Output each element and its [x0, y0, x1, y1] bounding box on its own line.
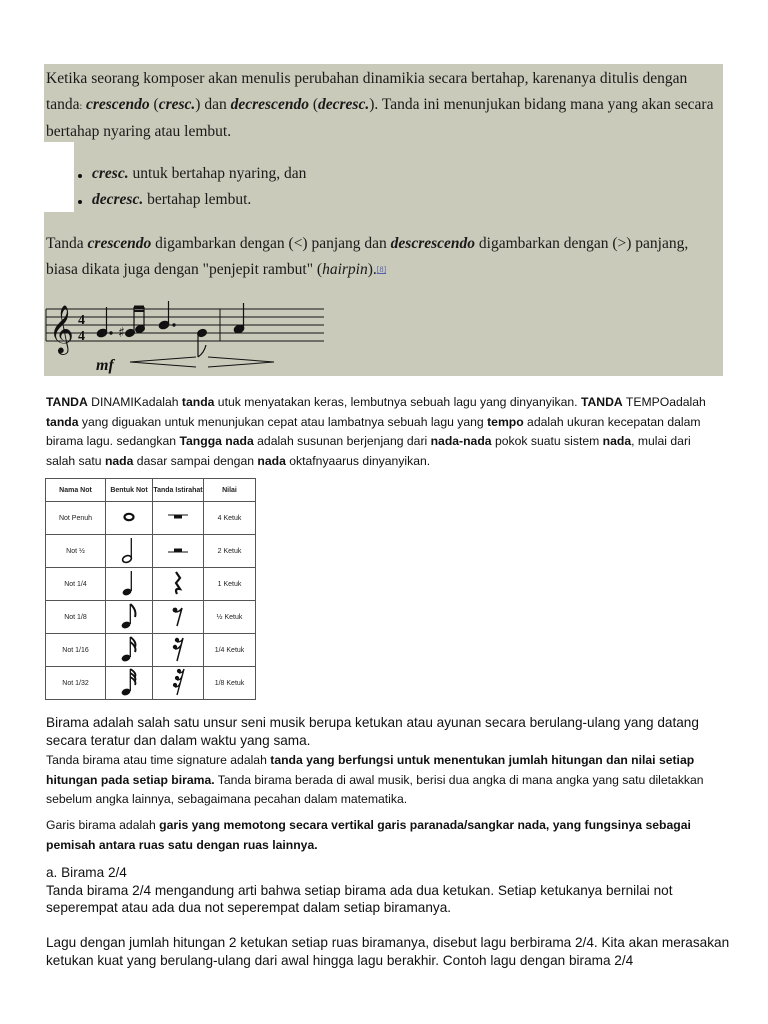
text-segment: digambarkan dengan (<) panjang dan [151, 235, 391, 252]
note-name: Not Penuh [46, 502, 106, 535]
section-heading: a. Birama 2/4 [46, 865, 127, 880]
paren-open: ( [308, 96, 318, 113]
intro-post-text: Tanda ini menunjukan bidang mana yang akan secara bertahap nyaring atau lembut. [46, 96, 714, 140]
rest-cell [153, 667, 204, 700]
note-value: 2 Ketuk [204, 535, 256, 568]
text-segment: pokok suatu sistem [491, 434, 603, 448]
note-value: 1 Ketuk [204, 568, 256, 601]
eighth-rest-icon [168, 603, 188, 629]
term-decresc: decresc. [318, 96, 370, 113]
table-row [46, 568, 256, 601]
term-crescendo: crescendo [87, 235, 152, 252]
bold-text: tanda yang berfungsi untuk menentukan jumlah hitungan dan nilai setiap hitungan pada setiap birama. [46, 753, 695, 787]
bold-word: tanda [181, 395, 215, 409]
note-value: ½ Ketuk [204, 601, 256, 634]
note-shape-cell [106, 634, 153, 667]
highlight-gap [44, 142, 74, 212]
note-values-table [45, 478, 256, 700]
bold-word: nada [257, 453, 286, 468]
bullet-text: bertahap lembut. [143, 191, 252, 208]
table-row [46, 667, 256, 700]
term-decrescendo: decrescendo [230, 96, 309, 113]
table-row [46, 535, 256, 568]
note-shape-cell [106, 601, 153, 634]
rest-cell [153, 568, 204, 601]
bold-word: nada [104, 453, 134, 468]
half-note-icon [119, 535, 139, 565]
bar-line-paragraph [46, 816, 736, 855]
bold-word: tanda [46, 414, 79, 429]
note-name: Not ½ [46, 535, 106, 568]
bold-word: TANDA [580, 395, 623, 409]
whole-note-icon [119, 507, 139, 527]
dynamics-intro-paragraph [46, 66, 718, 145]
table-header: Nilai [204, 479, 256, 502]
paren-close: ) [195, 96, 201, 113]
text-segment: digambarkan dengan (>) panjang, biasa dikata juga dengan "penjepit rambut" ( [46, 235, 689, 278]
note-name: Not 1/4 [46, 568, 106, 601]
birama-2-4-example-paragraph: Lagu dengan jumlah hitungan 2 ketukan setiap ruas biramanya, disebut lagu berbirama 2/4. Kita akan merasakan ketukan kuat yang berulang-ulang dari awal hingga lagu berakhir. Contoh lagu dengan birama 2/4 [46, 935, 730, 968]
text-segment: utuk menyatakan keras, lembutnya sebuah lagu yang dinyanyikan. [214, 395, 581, 409]
note-name: Not 1/8 [46, 601, 106, 634]
bold-text: garis yang memotong secara vertikal garis paranada/sangkar nada, yang fungsinya sebagai pemisah antara ruas satu dengan ruas lainnya. [46, 818, 691, 852]
sixteenth-rest-icon [168, 635, 188, 663]
dynamics-bullet-list [78, 161, 306, 213]
table-row [46, 601, 256, 634]
intro-text: Ketika seorang komposer akan menulis perubahan dinamikia secara bertahap, karenanya ditulis dengan tanda [46, 70, 688, 113]
paren-open: ( [149, 96, 159, 113]
bullet-text: untuk bertahap nyaring, dan [128, 165, 307, 182]
thirtysecond-note-icon [119, 667, 139, 697]
note-name: Not 1/16 [46, 634, 106, 667]
time-signature-paragraph [46, 751, 736, 810]
bold-word: nada [602, 434, 632, 448]
note-value: 1/4 Ketuk [204, 634, 256, 667]
text-segment: adalah susunan berjenjang dari [253, 434, 431, 448]
rest-cell [153, 535, 204, 568]
note-value: 1/8 Ketuk [204, 667, 256, 700]
staff-lines [46, 309, 324, 341]
birama-2-4-section [46, 864, 736, 917]
text-segment: oktafnyaarus dinyanyikan. [285, 453, 431, 468]
dynamic-mark: mf [96, 357, 114, 374]
bullet-term: cresc. [92, 165, 129, 182]
bold-word: Tangga nada [179, 434, 254, 448]
rest-cell [153, 502, 204, 535]
thirtysecond-rest-icon [168, 667, 188, 697]
hairpin-paragraph [46, 231, 718, 283]
note-shape-cell [106, 535, 153, 568]
birama-definition: Birama adalah salah satu unsur seni musik berupa ketukan atau ayunan secara berulang-ulang yang datang secara teratur dan dalam waktu yang sama. [46, 715, 699, 748]
list-item [78, 161, 306, 187]
rest-cell [153, 601, 204, 634]
text-segment: ). [367, 261, 377, 278]
table-header: Tanda Istirahat [153, 479, 204, 502]
text-segment: Tanda [46, 235, 88, 252]
svg-text:♯: ♯ [118, 325, 125, 341]
bold-word: TANDA [46, 395, 88, 409]
table-header-row [46, 479, 256, 502]
eighth-note-icon [119, 601, 139, 631]
hairpin-icon [130, 357, 274, 367]
reference-link[interactable]: [8] [376, 265, 387, 274]
text-segment: Tanda birama berada di awal musik, berisi dua angka di mana angka yang satu diletakkan sebelum angka lainnya, sebagaimana pecahan dalam matematika. [46, 772, 704, 806]
bullet-term: decresc. [92, 191, 144, 208]
note-name: Not 1/32 [46, 667, 106, 700]
quarter-rest-icon [168, 570, 188, 596]
bold-word: tempo [487, 414, 524, 429]
table-row [46, 634, 256, 667]
rest-cell [153, 634, 204, 667]
note-shape-cell [106, 667, 153, 700]
quarter-note-icon [119, 568, 139, 598]
list-item [78, 187, 306, 213]
sixteenth-note-icon [119, 634, 139, 664]
conjunction: dan [200, 96, 231, 113]
text-segment: adalah ukuran kecepatan dalam birama lagu. sedangkan [46, 414, 701, 448]
note-value: 4 Ketuk [204, 502, 256, 535]
bold-word: nada-nada [430, 434, 492, 448]
definitions-paragraph [46, 393, 718, 471]
music-staff-example [44, 295, 334, 375]
text-segment: dasar sampai dengan [133, 453, 258, 468]
time-signature-top: 4 [78, 313, 85, 328]
half-rest-icon [165, 540, 191, 560]
term-descrescendo: descrescendo [390, 235, 476, 252]
table-header: Bentuk Not [106, 479, 153, 502]
note-shape-cell [106, 502, 153, 535]
text-segment: yang diguakan untuk menunjukan cepat atau lambatnya sebuah lagu yang [78, 414, 488, 429]
whole-rest-icon [165, 507, 191, 527]
time-signature-bottom: 4 [78, 329, 85, 344]
text-segment: , mulai dari salah satu [46, 434, 691, 468]
table-row [46, 502, 256, 535]
term-crescendo: crescendo [85, 96, 150, 113]
term-cresc: cresc. [158, 96, 196, 113]
text-segment: Tanda birama atau time signature adalah [46, 753, 271, 767]
treble-clef-icon: 𝄞 [49, 304, 74, 353]
section-paragraph: Tanda birama 2/4 mengandung arti bahwa setiap birama ada dua ketukan. Setiap ketukanya bernilai not seperempat atau ada dua not seperempat dalam setiap biramanya. [46, 882, 673, 915]
text-segment: TEMPOadalah [622, 395, 706, 409]
text-segment: Garis birama adalah [46, 818, 160, 832]
term-hairpin: hairpin [322, 261, 368, 278]
note-shape-cell [106, 568, 153, 601]
paren-close: ). [369, 96, 379, 113]
intro-colon: : [79, 101, 83, 111]
text-segment: DINAMIKadalah [87, 395, 182, 409]
table-header: Nama Not [46, 479, 106, 502]
